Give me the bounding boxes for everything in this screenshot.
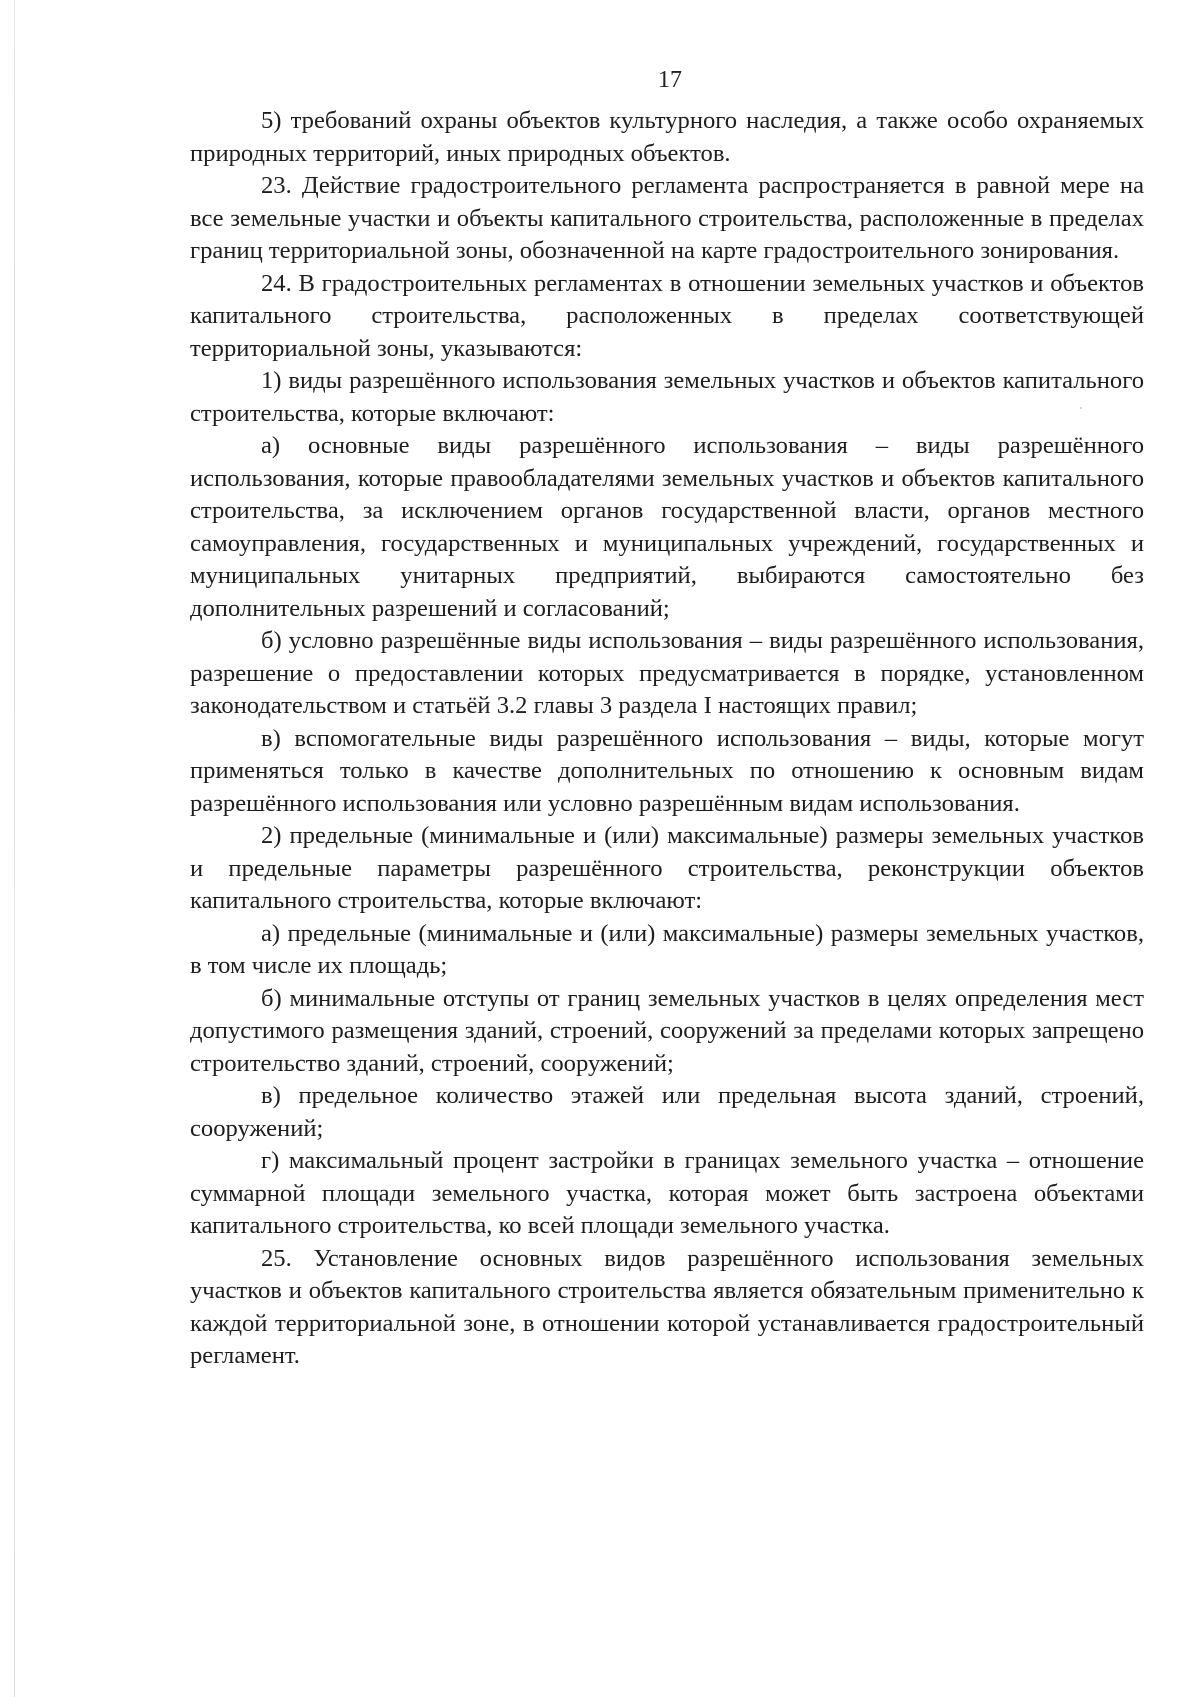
paragraph-a-main-uses: а) основные виды разрешённого использования – виды разрешённого использования, которые правообладателями земельных участков и объектов капитального строительства, за исключением органов государственной власти, органов местного самоуправления, государственных и муниципальных учреждений, государственных и муниципальных унитарных предприятий, выбираются самостоятельно без дополнительных разрешений и согласований; [190, 432, 1144, 622]
paragraph-b-min-setbacks: б) минимальные отступы от границ земельных участков в целях определения мест допустимого размещения зданий, строений, сооружений за пределами которых запрещено строительство зданий, строений, сооружений; [190, 984, 1144, 1077]
paragraph-23-regulation-scope: 23. Действие градостроительного регламента распространяется в равной мере на все земельные участки и объекты капитального строительства, расположенные в пределах границ территориальной зоны, обозначенной на карте градостроительного зонирования. [190, 172, 1144, 264]
paragraph-a-plot-sizes: а) предельные (минимальные и (или) максимальные) размеры земельных участков, в том числе их площадь; [190, 919, 1144, 979]
paragraph-25-main-uses-mandatory: 25. Установление основных видов разрешённого использования земельных участков и объектов капитального строительства является обязательным применительно к каждой территориальной зоне, в отношении которой устанавливается градостроительный регламент. [190, 1244, 1144, 1369]
paragraph-24-regulation-contents: 24. В градостроительных регламентах в отношении земельных участков и объектов капитального строительства, расположенных в пределах соответствующей территориальной зоны, указываются: [190, 269, 1144, 362]
page-number: 17 [658, 67, 682, 93]
paragraph-v-floors-height: в) предельное количество этажей или предельная высота зданий, строений, сооружений; [190, 1082, 1144, 1142]
paragraph-v-auxiliary-uses: в) вспомогательные виды разрешённого использования – виды, которые могут применяться только в качестве дополнительных по отношению к основным видам разрешённого использования или условно разрешённым видам использования. [190, 724, 1144, 817]
scan-edge-line [14, 0, 15, 1697]
paragraph-2-limit-parameters: 2) предельные (минимальные и (или) максимальные) размеры земельных участков и предельные параметры разрешённого строительства, реконструкции объектов капитального строительства, которые включают: [190, 822, 1144, 914]
paragraph-1-permitted-uses: 1) виды разрешённого использования земельных участков и объектов капитального строительства, которые включают: [190, 367, 1144, 427]
document-body [190, 105, 1144, 1373]
paragraph-g-max-coverage: г) максимальный процент застройки в границах земельного участка – отношение суммарной площади земельного участка, которая может быть застроена объектами капитального строительства, ко всей площади земельного участка. [190, 1147, 1144, 1239]
paragraph-b-conditional-uses: б) условно разрешённые виды использования – виды разрешённого использования, разрешение о предоставлении которых предусматривается в порядке, установленном законодательством и статьёй 3.2 главы 3 раздела I настоящих правил; [190, 627, 1144, 719]
paragraph-item-5-cultural-heritage: 5) требований охраны объектов культурного наследия, а также особо охраняемых природных территорий, иных природных объектов. [190, 107, 1144, 167]
